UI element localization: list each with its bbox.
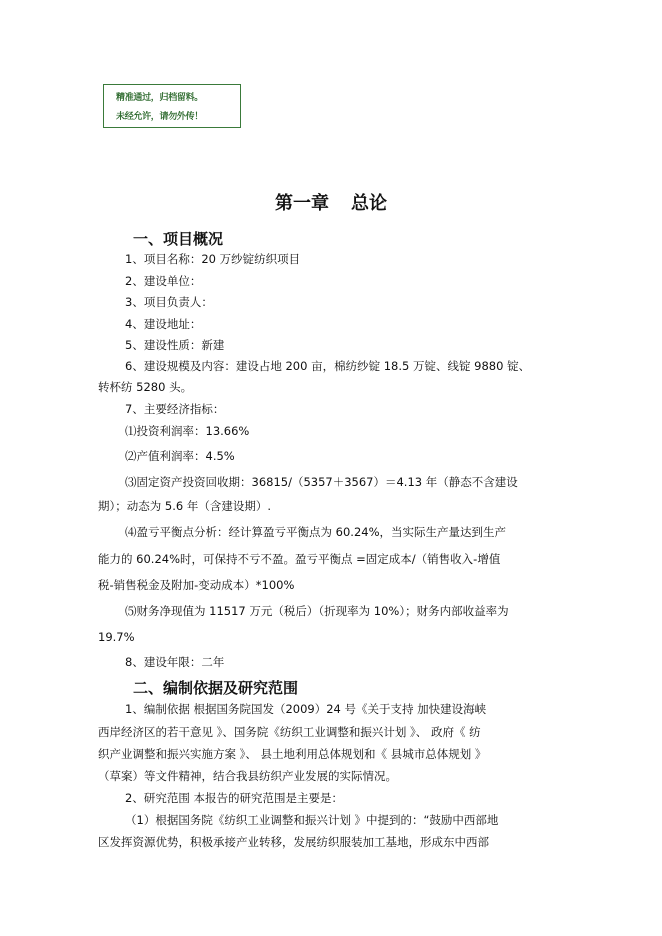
text-line: （1）根据国务院《纺织工业调整和振兴计划 》中提到的：“鼓励中西部地 <box>125 813 499 827</box>
text-line: 19.7% <box>98 630 135 644</box>
chapter-number: 第一章 <box>275 193 329 214</box>
text-line: 织产业调整和振兴实施方案 》、 县土地利用总体规划和《 县城市总体规划 》 <box>98 747 487 761</box>
text-line: 西岸经济区的若干意见 》、国务院《纺织工业调整和振兴计划 》、 政府《 纺 <box>98 725 481 739</box>
text-line: 2、建设单位： <box>125 274 202 288</box>
text-line: 3、项目负责人： <box>125 295 213 309</box>
text-line: ⑸财务净现值为 11517 万元（税后）（折现率为 10%）；财务内部收益率为 <box>125 604 509 618</box>
text-line: 转杯纺 5280 头。 <box>98 380 193 394</box>
text-line: 5、建设性质：新建 <box>125 338 225 352</box>
text-line: ⑴投资利润率：13.66% <box>125 424 250 438</box>
stamp-line-1: 精准通过，归档留料。 <box>116 93 204 103</box>
text-line: 1、项目名称：20 万纱锭纺织项目 <box>125 252 301 266</box>
text-line: ⑵产值利润率：4.5% <box>125 449 235 463</box>
text-line: 1、编制依据 根据国务院国发（2009）24 号《关于支持 加快建设海峡 <box>125 702 487 716</box>
text-line: 2、研究范围 本报告的研究范围是主要是： <box>125 791 343 805</box>
chapter-name: 总论 <box>351 193 387 214</box>
stamp-line-2: 未经允许，请勿外传！ <box>116 112 204 122</box>
text-line: 区发挥资源优势，积极承接产业转移，发展纺织服装加工基地，形成东中西部 <box>98 835 489 849</box>
text-line: 7、主要经济指标： <box>125 402 225 416</box>
text-line: ⑷盈亏平衡点分析：经计算盈亏平衡点为 60.24%，当实际生产量达到生产 <box>125 525 507 539</box>
text-line: 4、建设地址： <box>125 317 202 331</box>
text-line: （草案）等文件精神，结合我县纺织产业发展的实际情况。 <box>98 769 397 783</box>
text-line: 6、建设规模及内容：建设占地 200 亩，棉纺纱锭 18.5 万锭、线锭 9880 锭、 <box>125 359 531 373</box>
confidential-stamp <box>103 84 241 128</box>
text-line: 8、建设年限：二年 <box>125 655 225 669</box>
text-line: ⑶固定资产投资回收期：36815/（5357＋3567）＝4.13 年（静态不含建设 <box>125 475 518 489</box>
text-line: 期）；动态为 5.6 年（含建设期）. <box>98 499 272 513</box>
text-line: 能力的 60.24%时，可保持不亏不盈。盈亏平衡点 =固定成本/（销售收入-增值 <box>98 552 501 566</box>
chapter-title <box>0 189 662 215</box>
section-heading-basis-scope: 二、编制依据及研究范围 <box>133 679 299 697</box>
section-heading-overview: 一、项目概况 <box>133 230 224 248</box>
text-line: 税-销售税金及附加-变动成本）*100% <box>98 578 295 592</box>
